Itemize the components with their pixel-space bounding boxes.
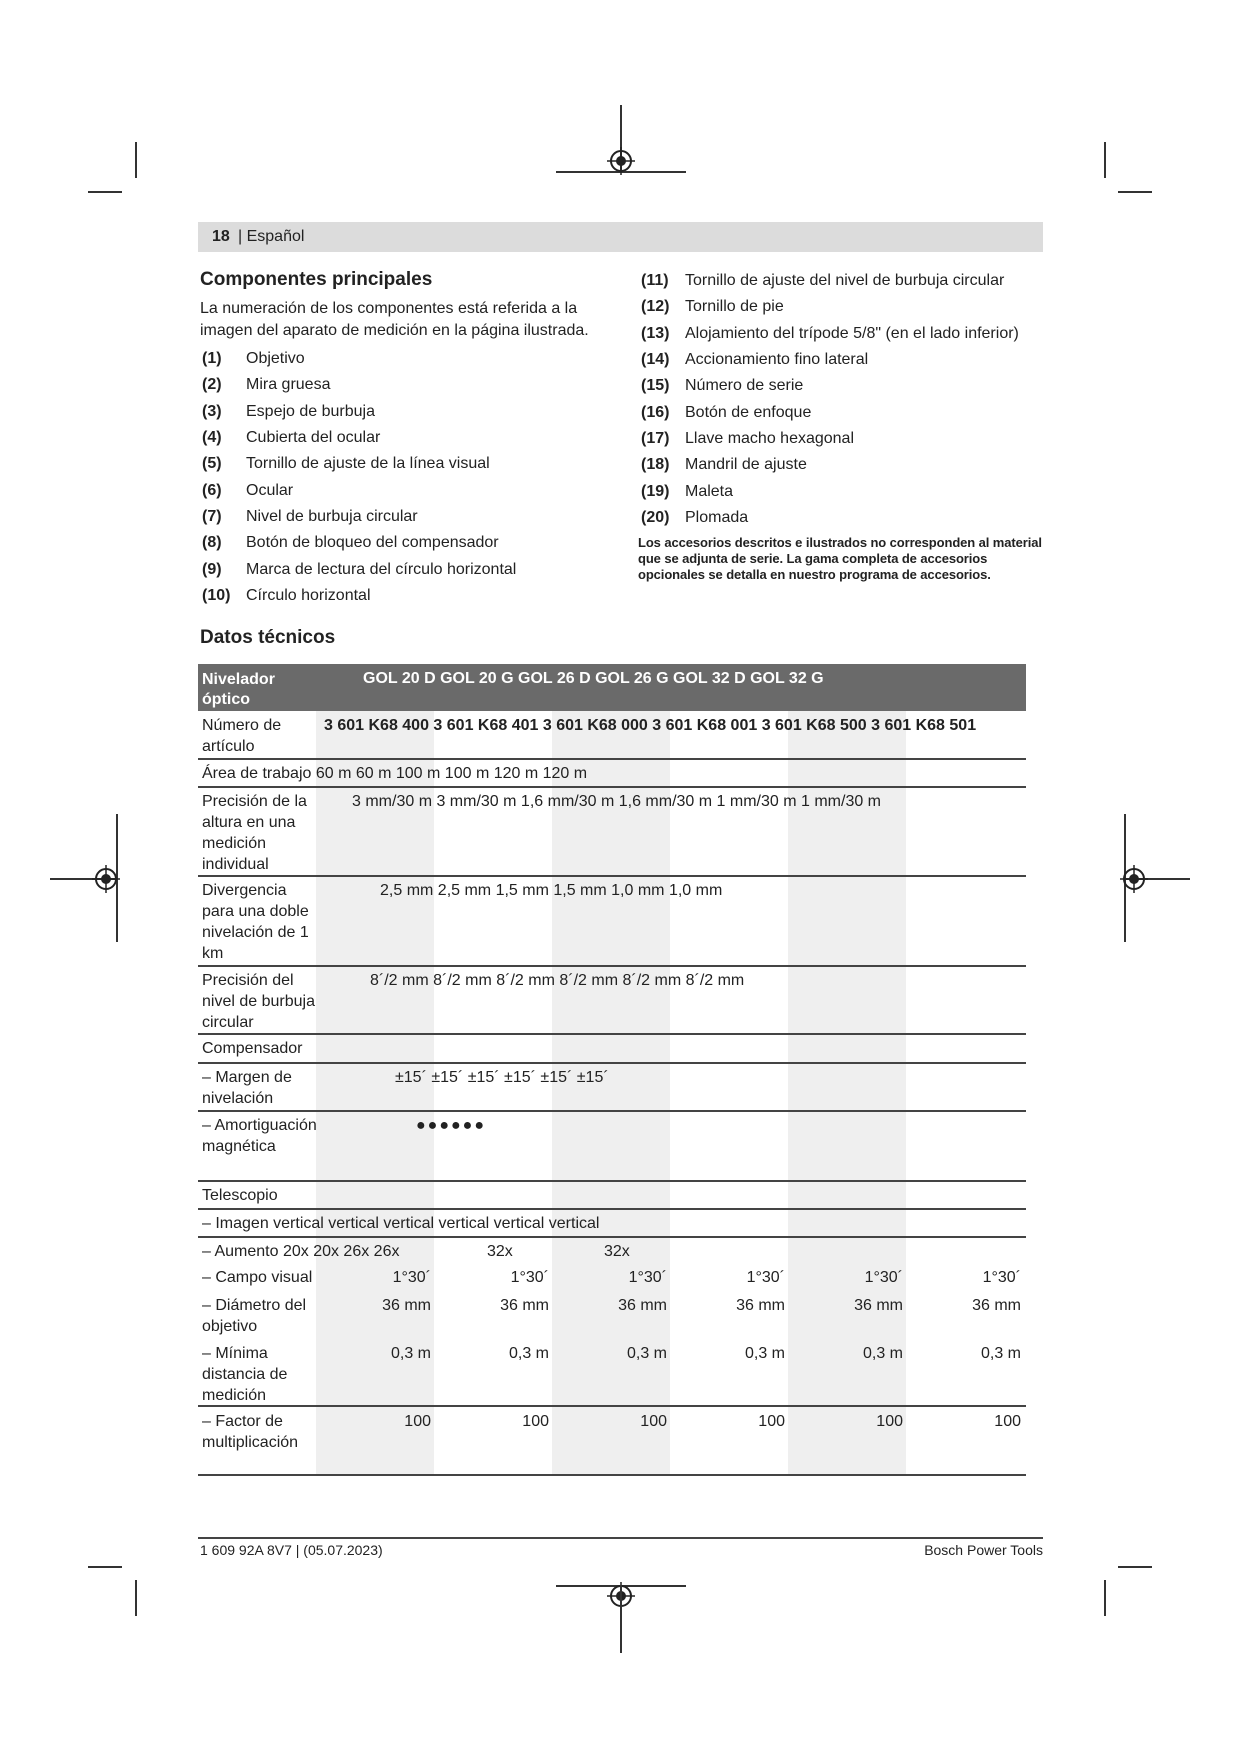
crop-mark: [135, 1580, 137, 1616]
list-item: (19) Maleta: [641, 482, 734, 500]
list-item: (15) Número de serie: [641, 377, 804, 395]
list-item: (8) Botón de bloqueo del compensador: [202, 534, 499, 552]
footer-doc-number: 1 609 92A 8V7 | (05.07.2023): [200, 1542, 383, 1558]
list-item: (5) Tornillo de ajuste de la línea visual: [202, 455, 490, 473]
components-list-right: [641, 268, 1051, 531]
list-item: (10) Círculo horizontal: [202, 586, 371, 604]
crop-mark: [1118, 191, 1152, 193]
crop-mark: [88, 191, 122, 193]
tech-data-title: Datos técnicos: [200, 627, 336, 648]
table-row: – Aumento 20x 20x 26x 26x 32x 32x: [202, 1243, 630, 1260]
table-row: Divergencia para una doble nivelación de 1 km 2,5 mm 2,5 mm 1,5 mm 1,5 mm 1,0 mm 1,0 mm: [202, 882, 723, 962]
footer-divider: [198, 1537, 1043, 1539]
list-item: (20) Plomada: [641, 508, 749, 526]
list-item: (13) Alojamiento del trípode 5/8" (en el lado inferior): [641, 324, 1019, 342]
table-row: Telescopio: [202, 1187, 278, 1204]
table-row: – Factor de multiplicación 100 100 100 100 100 100: [202, 1413, 1021, 1451]
table-row: Compensador: [202, 1040, 303, 1057]
registration-mark-icon: [1120, 865, 1148, 893]
crop-mark: [1104, 142, 1106, 178]
registration-mark-icon: [92, 865, 120, 893]
footer-brand: Bosch Power Tools: [924, 1542, 1043, 1558]
table-row: Área de trabajo 60 m 60 m 100 m 100 m 120 m 120 m: [202, 765, 588, 782]
list-item: (11) Tornillo de ajuste del nivel de burbuja circular: [641, 272, 1005, 290]
crop-mark: [1118, 1566, 1152, 1568]
header-language: | Español: [238, 228, 305, 245]
list-item: (2) Mira gruesa: [202, 376, 331, 394]
table-header: [198, 664, 1026, 711]
tech-data-table: [198, 664, 1026, 1476]
table-row: Precisión de la altura en una medición individual 3 mm/30 m 3 mm/30 m 1,6 mm/30 m 1,6 mm/30 m 1 mm/30 m 1 mm/30 m: [202, 793, 882, 873]
table-row: – Diámetro del objetivo 36 mm 36 mm 36 mm 36 mm 36 mm 36 mm: [202, 1297, 1021, 1335]
list-item: (9) Marca de lectura del círculo horizontal: [202, 560, 517, 578]
table-row: – Mínima distancia de medición 0,3 m 0,3 m 0,3 m 0,3 m 0,3 m 0,3 m: [202, 1345, 1021, 1404]
list-item: (7) Nivel de burbuja circular: [202, 507, 418, 525]
row-divider: [198, 1474, 1026, 1476]
components-list-left: [202, 346, 622, 609]
list-item: (14) Accionamiento fino lateral: [641, 351, 869, 369]
table-row: Precisión del nivel de burbuja circular 8´/2 mm 8´/2 mm 8´/2 mm 8´/2 mm 8´/2 mm 8´/2 mm: [202, 972, 745, 1031]
accessories-note: Los accesorios descritos e ilustrados no corresponden al material que se adjunta de serie. La gama completa de accesorios opcionales se detalla en nuestro programa de accesorios.: [638, 535, 1042, 582]
table-row: – Amortiguación magnética ●●●●●●: [202, 1117, 486, 1155]
list-item: (4) Cubierta del ocular: [202, 429, 381, 447]
list-item: (3) Espejo de burbuja: [202, 402, 375, 420]
list-item: (17) Llave macho hexagonal: [641, 429, 855, 447]
list-item: (12) Tornillo de pie: [641, 298, 784, 316]
crop-mark: [620, 1585, 622, 1653]
list-item: (1) Objetivo: [202, 350, 305, 368]
registration-mark-icon: [607, 147, 635, 175]
table-row: – Campo visual 1°30´ 1°30´ 1°30´ 1°30´ 1°30´ 1°30´: [202, 1269, 1021, 1286]
components-intro: La numeración de los componentes está referida a la imagen del aparato de medición en la página ilustrada.: [200, 300, 589, 339]
list-item: (16) Botón de enfoque: [641, 403, 812, 421]
header-label: Nivelador óptico: [202, 671, 275, 708]
list-item: (6) Ocular: [202, 481, 294, 499]
crop-mark: [135, 142, 137, 178]
table-row: – Margen de nivelación ±15´ ±15´ ±15´ ±15´ ±15´ ±15´: [202, 1069, 609, 1107]
header-models: GOL 20 D GOL 20 G GOL 26 D GOL 26 G GOL 32 D GOL 32 G: [363, 670, 824, 687]
crop-mark: [1104, 1580, 1106, 1616]
page-number: 18: [212, 228, 230, 245]
table-row: Número de artículo 3 601 K68 400 3 601 K68 401 3 601 K68 000 3 601 K68 001 3 601 K68 500 3 601 K68 501: [202, 717, 977, 755]
components-title: Componentes principales: [200, 269, 433, 290]
page-header: [198, 222, 1043, 252]
list-item: (18) Mandril de ajuste: [641, 456, 807, 474]
crop-mark: [88, 1566, 122, 1568]
table-row: – Imagen vertical vertical vertical vertical vertical vertical: [202, 1215, 600, 1232]
